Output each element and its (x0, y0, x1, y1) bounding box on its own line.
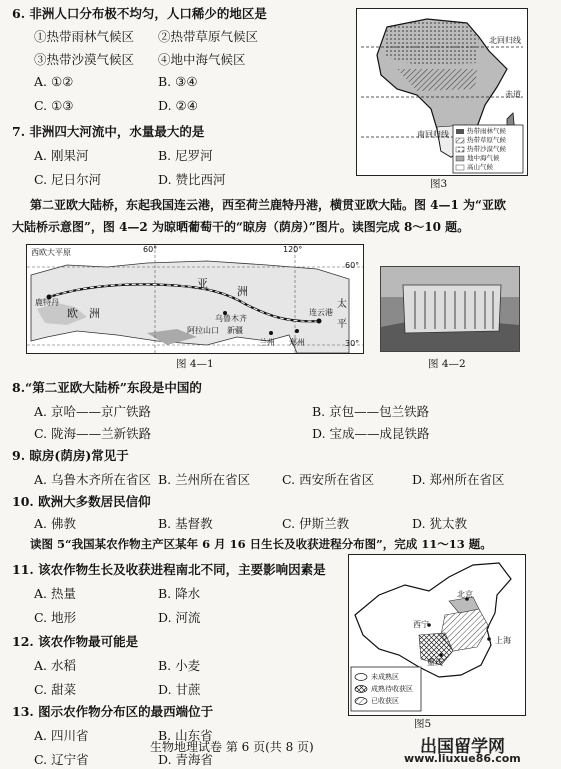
fig41-tick-lat-60: 60° (345, 261, 360, 270)
q7-option-d: D. 赞比西河 (158, 172, 226, 187)
q13-option-b: B. 山东省 (158, 728, 213, 743)
q9-stem: 9. 晾房(荫房)常见于 (12, 448, 129, 463)
q7-option-c: C. 尼日尔河 (34, 172, 102, 187)
q6-option-c: C. ①③ (34, 98, 74, 113)
passage-1-line-1: 第二亚欧大陆桥，东起我国连云港，西至荷兰鹿特丹港，横贯亚欧大陆。图 4—1 为“亚欧 (30, 198, 506, 212)
q6-item-1: ①热带雨林气候区 (34, 29, 135, 44)
fig5-label-chongqing: 重庆 (427, 658, 443, 667)
figure-4-1-land-bridge-map (26, 244, 364, 354)
fig41-label-lianyungang: 连云港 (309, 308, 333, 317)
figure-4-2-drying-house-photo (380, 266, 520, 352)
q12-stem: 12. 该农作物最可能是 (12, 634, 139, 649)
q6-item-3: ③热带沙漠气候区 (34, 52, 135, 67)
fig41-tick-lon-60: 60° (143, 245, 158, 254)
fig41-tick-lon-120: 120° (283, 245, 303, 254)
fig41-label-eu-2: 洲 (89, 307, 100, 320)
q8-option-c: C. 陇海——兰新铁路 (34, 426, 152, 441)
fig5-legend-ripe: 成熟待收获区 (371, 685, 413, 693)
passage-1-line-2: 大陆桥示意图”，图 4—2 为晾晒葡萄干的“晾房（荫房）”图片。读图完成 8～10 题。 (12, 220, 470, 234)
q13-option-d: D. 青海省 (158, 752, 214, 767)
fig41-caption: 图 4—1 (176, 358, 214, 370)
figure-5-china-crop-map (348, 554, 526, 716)
q6-option-b: B. ③④ (158, 74, 198, 89)
fig5-label-shanghai: 上海 (495, 636, 511, 645)
fig41-label-rotterdam: 鹿特丹 (35, 298, 59, 307)
q10-option-b: B. 基督教 (158, 516, 213, 531)
q12-option-b: B. 小麦 (158, 658, 201, 673)
fig42-caption: 图 4—2 (428, 358, 466, 370)
fig3-caption: 图3 (430, 178, 448, 190)
fig41-label-alashankou: 阿拉山口 (187, 326, 219, 335)
fig3-label-tropic-capricorn: 南回归线 (417, 130, 449, 139)
passage-2: 读图 5“我国某农作物主产区某年 6 月 16 日生长及收获进程分布图”，完成 11～13 题。 (30, 537, 492, 551)
fig41-label-pacific-2: 平 (337, 319, 347, 330)
fig3-legend-3: 热带沙漠气候 (467, 145, 506, 153)
q8-option-d: D. 宝成——成昆铁路 (312, 426, 430, 441)
fig3-legend-5: 高山气候 (467, 163, 493, 171)
q13-option-a: A. 四川省 (34, 728, 89, 743)
q11-option-c: C. 地形 (34, 610, 77, 625)
q8-stem: 8.“第二亚欧大陆桥”东段是中国的 (12, 380, 202, 395)
q11-option-b: B. 降水 (158, 586, 201, 601)
q9-option-c: C. 西安所在省区 (282, 472, 375, 487)
figure-3-africa-map (356, 8, 528, 176)
fig41-label-asia-1: 亚 (197, 277, 208, 290)
drying-house-graphic (381, 267, 519, 351)
q12-option-c: C. 甜菜 (34, 682, 77, 697)
fig5-legend-harvested: 已收获区 (371, 697, 399, 705)
fig5-label-beijing: 北京 (457, 590, 473, 599)
watermark-title: 出国留学网 (420, 737, 505, 757)
q6-item-2: ②热带草原气候区 (158, 29, 259, 44)
q6-option-d: D. ②④ (158, 98, 198, 113)
q7-stem: 7. 非洲四大河流中，水量最大的是 (12, 124, 205, 139)
fig41-tick-lat-30: 30° (345, 339, 360, 348)
fig41-label-pacific-1: 太 (337, 299, 347, 310)
fig41-label-eu-1: 欧 (67, 307, 78, 320)
q11-stem: 11. 该农作物生长及收获进程南北不同，主要影响因素是 (12, 562, 326, 577)
q10-option-d: D. 犹太教 (412, 516, 468, 531)
page-footer: 生物地理试卷 第 6 页(共 8 页) (150, 740, 314, 754)
fig5-legend-unripe: 未成熟区 (371, 673, 399, 681)
fig3-label-equator: 赤道 (505, 90, 521, 99)
q9-option-d: D. 郑州所在省区 (412, 472, 505, 487)
q11-option-d: D. 河流 (158, 610, 201, 625)
q12-option-a: A. 水稻 (34, 658, 76, 673)
q12-option-d: D. 甘蔗 (158, 682, 201, 697)
fig41-label-urumqi: 乌鲁木齐 (215, 314, 247, 323)
q10-option-c: C. 伊斯兰教 (282, 516, 350, 531)
q6-option-a: A. ①② (34, 74, 74, 89)
q7-option-a: A. 刚果河 (34, 148, 89, 163)
fig41-label-lanzhou: 兰州 (259, 338, 275, 347)
fig41-label-xinjiang: 新疆 (227, 326, 243, 335)
q10-option-a: A. 佛教 (34, 516, 76, 531)
fig5-caption: 图5 (414, 718, 432, 730)
fig3-legend-2: 热带草原气候 (467, 136, 506, 144)
q6-item-4: ④地中海气候区 (158, 52, 246, 67)
q13-stem: 13. 图示农作物分布区的最西端位于 (12, 704, 214, 719)
fig41-label-west-europe-plain: 西欧大平原 (31, 248, 71, 257)
q10-stem: 10. 欧洲大多数居民信仰 (12, 494, 151, 509)
q7-option-b: B. 尼罗河 (158, 148, 213, 163)
fig41-label-zhengzhou: 郑州 (289, 338, 305, 347)
q6-stem: 6. 非洲人口分布极不均匀，人口稀少的地区是 (12, 6, 267, 21)
fig5-label-xining: 西宁 (413, 620, 429, 629)
fig3-legend-4: 地中海气候 (467, 154, 500, 162)
q9-option-a: A. 乌鲁木齐所在省区 (34, 472, 151, 487)
q8-option-b: B. 京包——包兰铁路 (312, 404, 430, 419)
watermark-url: www.liuxue86.com (404, 752, 521, 765)
q8-option-a: A. 京哈——京广铁路 (34, 404, 151, 419)
fig3-legend-1: 热带雨林气候 (467, 127, 506, 135)
q11-option-a: A. 热量 (34, 586, 76, 601)
fig41-label-asia-2: 洲 (237, 285, 248, 298)
q9-option-b: B. 兰州所在省区 (158, 472, 251, 487)
q13-option-c: C. 辽宁省 (34, 752, 89, 767)
fig3-label-tropic-cancer: 北回归线 (489, 36, 521, 45)
land-bridge-map-graphic (27, 245, 363, 353)
